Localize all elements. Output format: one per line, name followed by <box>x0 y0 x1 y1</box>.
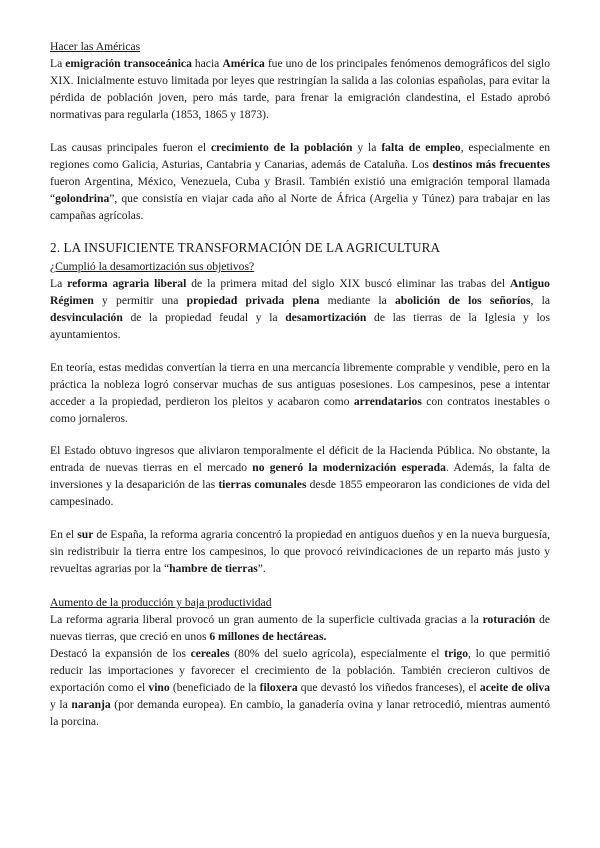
text-run: mediante la <box>319 294 395 307</box>
paragraph-emigracion <box>50 55 550 123</box>
section-title-americas: Hacer las Américas <box>50 40 141 53</box>
bold-text: no generó la modernización esperada <box>252 461 446 474</box>
bold-text: cereales <box>190 647 230 660</box>
bold-text: abolición de los señoríos <box>395 294 531 307</box>
text-run: , la <box>530 294 550 307</box>
section-heading-agricultura: 2. LA INSUFICIENTE TRANSFORMACIÓN DE LA AGRICULTURA <box>50 240 441 255</box>
text-run: de la primera mitad del siglo XIX buscó eliminar las trabas del <box>186 277 511 290</box>
text-run: que devastó los viñedos franceses), el <box>297 681 480 694</box>
text-run: y la <box>50 698 72 711</box>
paragraph-teoria <box>50 359 550 427</box>
text-run: de España, la reforma agraria concentró la propiedad en antiguos dueños y en la nueva burguesía, sin redistribuir la tierra entre los campesinos, lo que provocó reivindicaciones de un reparto más justo y revueltas agrarias por la “ <box>50 528 550 575</box>
bold-text: América <box>222 57 265 70</box>
text-run: y la <box>352 141 382 154</box>
bold-text: desamortización <box>285 311 367 324</box>
text-run: de las tierras de la Iglesia y los ayuntamientos. <box>50 311 550 341</box>
paragraph-cereales <box>50 645 550 730</box>
bold-text: arrendatarios <box>353 395 422 408</box>
text-run: ”. <box>257 562 266 575</box>
bold-text: trigo <box>444 647 469 660</box>
bold-text: vino <box>148 681 170 694</box>
bold-text: naranja <box>71 698 111 711</box>
text-run: La reforma agraria liberal provocó un gran aumento de la superficie cultivada gracias a la <box>50 613 483 626</box>
bold-text: golondrina <box>55 192 110 205</box>
section-title-produccion: Aumento de la producción y baja productividad <box>50 596 272 609</box>
text-run: fue uno de los principales fenómenos demográficos del siglo XIX. Inicialmente estuvo limitada por leyes que restringían la salida a las colonias españolas, para evitar la pérdida de población joven, pero más tarde, para frenar la emigración clandestina, el Estado aprobó normativas para regularla (1853, 1865 y 1873). <box>50 57 550 121</box>
text-run: (80% del suelo agrícola), especialmente el <box>229 647 445 660</box>
bold-text: tierras comunales <box>218 478 307 491</box>
text-run: de la propiedad feudal y la <box>122 311 286 324</box>
text-run: . Además, la falta de inversiones y la desaparición de las <box>50 461 550 491</box>
text-run: hacia <box>191 57 223 70</box>
text-run: En teoría, estas medidas convertían la tierra en una mercancía libremente comprable y vendible, pero en la práctica la nobleza logró conservar muchas de sus antiguas posesiones. Los campesinos, pese a intentar acceder a la propiedad, perdieron los pleitos y acabaron como <box>50 361 550 408</box>
text-run: Destacó la expansión de los <box>50 647 191 660</box>
text-run: (beneficiado de la <box>169 681 260 694</box>
bold-text: aceite de oliva <box>479 681 550 694</box>
bold-text: sur <box>77 528 94 541</box>
bold-text: crecimiento de la población <box>211 141 353 154</box>
text-run: La <box>50 277 68 290</box>
bold-text: falta de empleo <box>381 141 461 154</box>
text-run: , lo que permitió reducir las importaciones y favorecer el crecimiento de la población. También crecieron cultivos de exportación como el <box>50 647 550 694</box>
paragraph-estado <box>50 442 550 510</box>
bold-text: propiedad privada plena <box>186 294 320 307</box>
bold-text: emigración transoceánica <box>65 57 192 70</box>
paragraph-roturacion <box>50 611 550 645</box>
bold-text: 6 millones de hectáreas. <box>209 630 327 643</box>
text-run: con contratos inestables o como jornaleros. <box>50 395 550 425</box>
text-run: de nuevas tierras, que creció en unos <box>50 613 551 643</box>
text-run: desde 1855 empeoraron las condiciones de vida del campesinado. <box>50 478 550 508</box>
text-run: En el <box>50 528 78 541</box>
paragraph-reforma <box>50 275 550 343</box>
text-run: La <box>50 57 66 70</box>
text-run: fueron Argentina, México, Venezuela, Cuba y Brasil. También existió una emigración temporal llamada “ <box>50 175 550 205</box>
text-run: (por demanda europea). En cambio, la ganadería ovina y lanar retrocedió, mientras aumentó la porcina. <box>50 698 550 728</box>
subtitle-desamortizacion: ¿Cumplió la desamortización sus objetivos? <box>50 260 255 273</box>
bold-text: reforma agraria liberal <box>67 277 187 290</box>
text-run: , especialmente en regiones como Galicia, Asturias, Cantabria y Canarias, además de Cataluña. Los <box>50 141 551 171</box>
bold-text: filoxera <box>259 681 298 694</box>
paragraph-sur <box>50 526 550 577</box>
text-run: El Estado obtuvo ingresos que aliviaron temporalmente el déficit de la Hacienda Pública. No obstante, la entrada de nuevas tierras en el mercado <box>50 444 550 474</box>
bold-text: roturación <box>482 613 536 626</box>
paragraph-causas <box>50 139 550 224</box>
text-run: Las causas principales fueron el <box>50 141 212 154</box>
bold-text: hambre de tierras <box>169 562 258 575</box>
bold-text: destinos más frecuentes <box>432 158 550 171</box>
text-run: ”, que consistía en viajar cada año al Norte de África (Argelia y Túnez) para trabajar en las campañas agrícolas. <box>50 192 550 222</box>
bold-text: desvinculación <box>50 311 123 324</box>
bold-text: Antiguo Régimen <box>50 277 550 307</box>
text-run: y permitir una <box>93 294 187 307</box>
